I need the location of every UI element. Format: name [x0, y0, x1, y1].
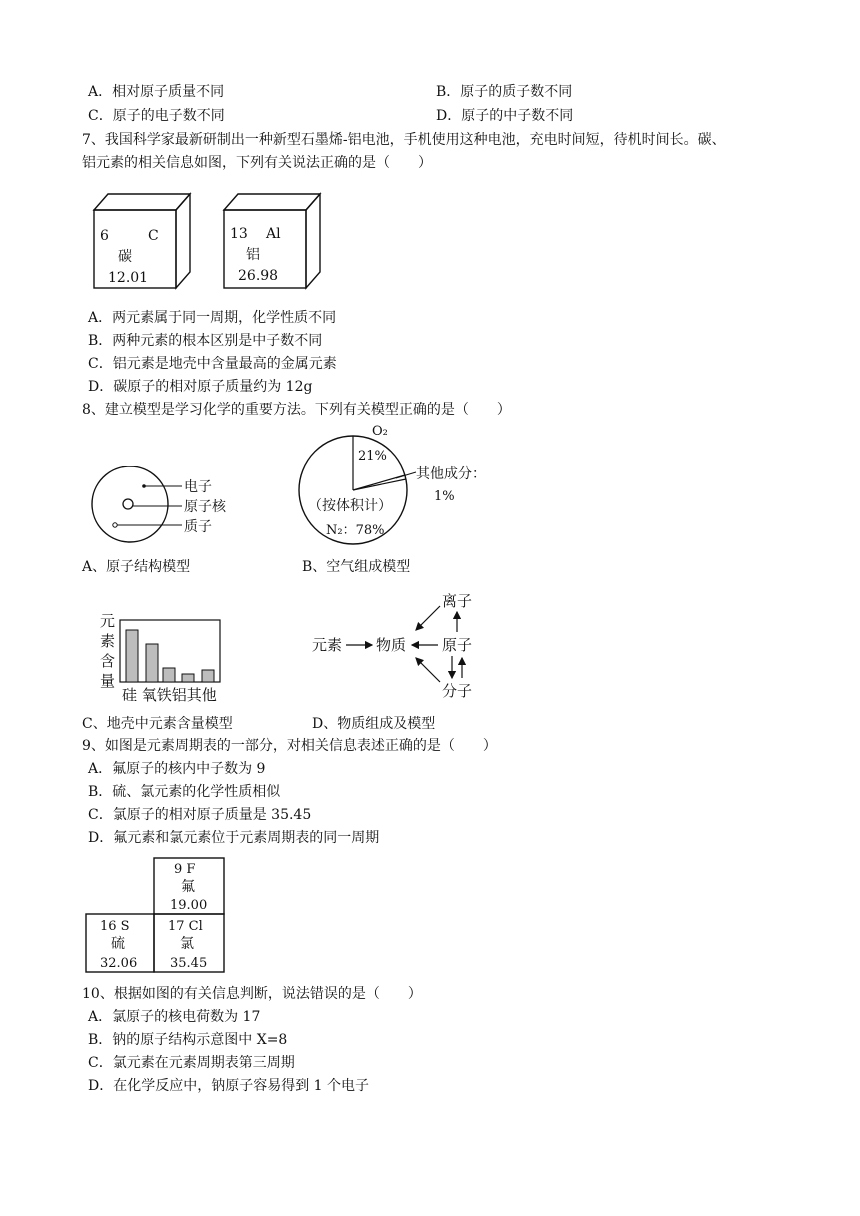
matter-substance-label: 物质 [376, 636, 407, 654]
crust-bar-4 [182, 674, 194, 682]
q9-option-b: B．硫、氯元素的化学性质相似 [88, 784, 281, 800]
crust-bar-5 [202, 670, 214, 682]
crust-ylabel-4: 量 [100, 672, 116, 690]
q8-caption-c: C、地壳中元素含量模型 [82, 716, 233, 732]
crust-ylabel-1: 元 [100, 612, 116, 630]
crust-content-chart [96, 608, 226, 704]
q8-caption-b: B、空气组成模型 [302, 559, 411, 575]
sulfur-head: 16 S [100, 919, 130, 934]
air-basis-label: （按体积计） [308, 498, 392, 514]
q10-option-d: D．在化学反应中，钠原子容易得到 1 个电子 [88, 1078, 370, 1094]
carbon-number: 6 [100, 228, 109, 244]
atom-nucleus-label: 原子核 [184, 499, 226, 515]
air-other-percent: 1% [434, 489, 455, 504]
crust-bar-1 [126, 630, 138, 682]
air-o2-percent: 21% [358, 449, 387, 464]
fluorine-head: 9 F [174, 862, 196, 877]
q8-caption-d: D、物质组成及模型 [312, 716, 436, 732]
q10-stem: 10、根据如图的有关信息判断，说法错误的是（ ） [82, 986, 422, 1002]
q10-option-b: B．钠的原子结构示意图中 X=8 [88, 1032, 288, 1048]
q7-option-d: D．碳原子的相对原子质量约为 12g [88, 379, 313, 395]
periodic-table-excerpt [84, 856, 228, 976]
atom-electron-label: 电子 [184, 479, 212, 495]
q6-option-d: D．原子的中子数不同 [436, 108, 574, 124]
aluminum-symbol: Al [266, 226, 281, 242]
aluminum-name: 铝 [246, 247, 260, 263]
matter-ion-label: 离子 [442, 592, 473, 610]
crust-bar-2 [146, 644, 158, 682]
carbon-name: 碳 [118, 249, 132, 265]
q9-option-d: D．氟元素和氯元素位于元素周期表的同一周期 [88, 830, 380, 846]
chlorine-name: 氯 [180, 936, 194, 952]
carbon-mass: 12.01 [108, 270, 149, 286]
q7-element-cards [88, 190, 328, 290]
aluminum-card [224, 194, 320, 288]
crust-ylabel-3: 含 [100, 652, 116, 670]
matter-molecule-label: 分子 [442, 682, 473, 700]
crust-bar-3 [163, 668, 175, 682]
q9-option-a: A．氟原子的核内中子数为 9 [88, 761, 266, 777]
carbon-symbol: C [148, 228, 159, 244]
matter-element-label: 元素 [312, 636, 343, 654]
crust-ylabel-2: 素 [100, 632, 116, 650]
q7-stem-line1: 7、我国科学家最新研制出一种新型石墨烯-铝电池，手机使用这种电池，充电时间短，待机时间长。碳、 [82, 132, 726, 148]
q7-stem-line2: 铝元素的相关信息如图，下列有关说法正确的是（ ） [82, 155, 432, 171]
q6-option-b: B．原子的质子数不同 [436, 84, 573, 100]
fluorine-mass: 19.00 [170, 898, 208, 913]
matter-atom-label: 原子 [442, 636, 473, 654]
air-other-label: 其他成分： [416, 466, 486, 482]
chlorine-mass: 35.45 [170, 956, 208, 971]
atom-structure-diagram [84, 466, 254, 546]
sulfur-mass: 32.06 [100, 956, 138, 971]
air-o2-label: O₂ [372, 424, 388, 439]
q8-caption-a: A、原子结构模型 [82, 559, 191, 575]
q7-option-a: A．两元素属于同一周期，化学性质不同 [88, 310, 337, 326]
q9-stem: 9、如图是元素周期表的一部分，对相关信息表述正确的是（ ） [82, 738, 497, 754]
q7-option-c: C．铝元素是地壳中含量最高的金属元素 [88, 356, 337, 372]
q10-option-c: C．氯元素在元素周期表第三周期 [88, 1055, 295, 1071]
aluminum-mass: 26.98 [238, 268, 279, 284]
sulfur-name: 硫 [111, 936, 125, 952]
atom-proton-label: 质子 [184, 519, 212, 535]
q6-option-c: C．原子的电子数不同 [88, 108, 225, 124]
chlorine-head: 17 Cl [168, 919, 203, 934]
crust-xlabels: 硅 氧铁铝其他 [122, 686, 217, 704]
fluorine-name: 氟 [181, 879, 195, 895]
q10-option-a: A．氯原子的核电荷数为 17 [88, 1009, 261, 1025]
q6-option-a: A．相对原子质量不同 [88, 84, 225, 100]
q8-stem: 8、建立模型是学习化学的重要方法。下列有关模型正确的是（ ） [82, 402, 511, 418]
air-composition-diagram [296, 420, 506, 546]
q9-option-c: C．氯原子的相对原子质量是 35.45 [88, 807, 312, 823]
air-n2-label: N₂：78% [326, 523, 385, 538]
q7-option-b: B．两种元素的根本区别是中子数不同 [88, 333, 323, 349]
carbon-card [94, 194, 190, 288]
matter-composition-diagram [300, 586, 500, 704]
aluminum-number: 13 [230, 226, 248, 242]
